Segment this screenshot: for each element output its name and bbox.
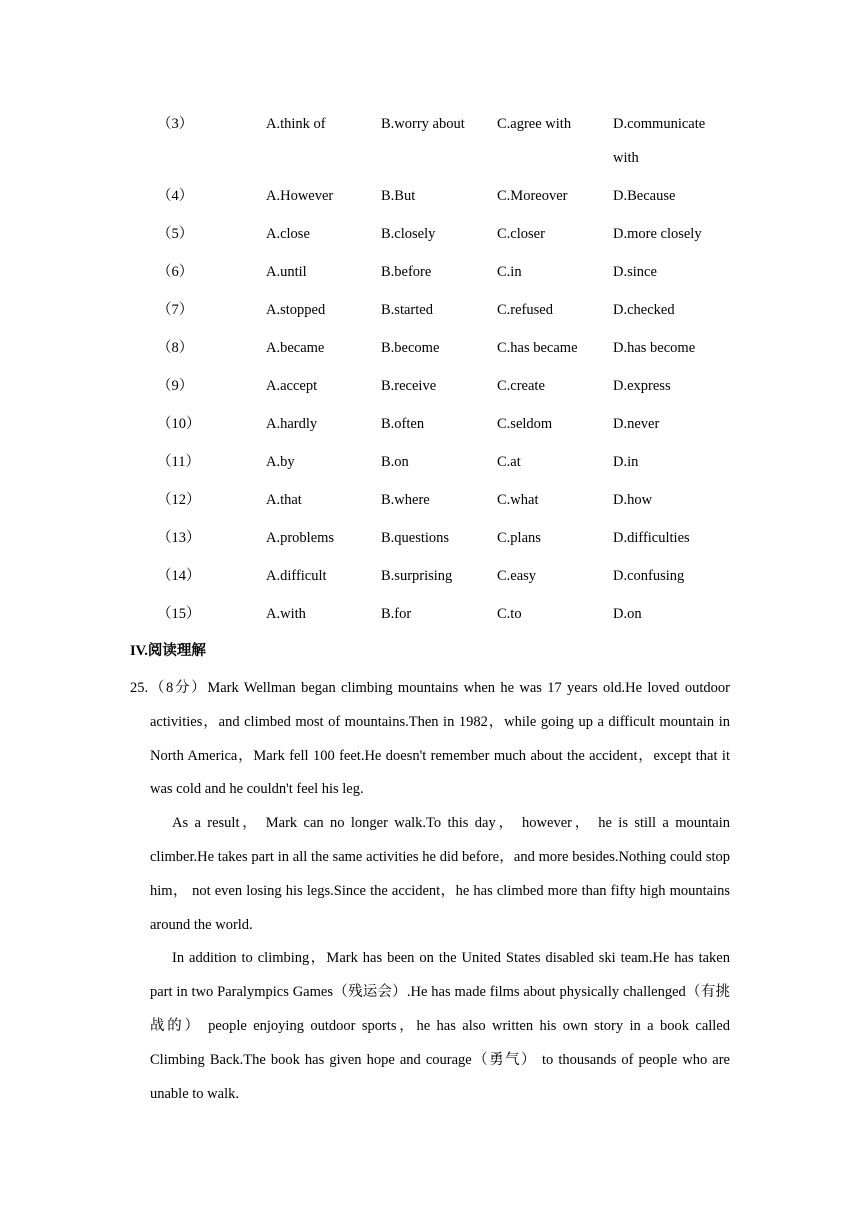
option-row (0, 604, 860, 624)
option-row (0, 414, 860, 434)
option-b: B.often (381, 416, 425, 432)
option-c: C.agree with (497, 116, 572, 132)
option-a: A.by (266, 454, 295, 470)
option-b: B.started (381, 302, 433, 318)
option-d: D.never (613, 416, 660, 432)
question-number: （3） (157, 116, 194, 132)
option-b: B.for (381, 606, 412, 622)
question-number: （11） (157, 454, 200, 470)
option-row (0, 300, 860, 320)
option-a: A.that (266, 492, 302, 508)
option-d: D.difficulties (613, 530, 690, 546)
option-d: D.how (613, 492, 653, 508)
option-b: B.before (381, 264, 432, 280)
option-c: C.plans (497, 530, 541, 546)
option-d: D.more closely (613, 226, 702, 242)
option-d-continued: with (613, 150, 639, 166)
question-number: （8） (157, 340, 194, 356)
option-row (0, 114, 860, 166)
option-row (0, 376, 860, 396)
option-row (0, 566, 860, 586)
option-d: D.on (613, 606, 642, 622)
option-a: A.stopped (266, 302, 326, 318)
option-a: A.difficult (266, 568, 327, 584)
question-number: （5） (157, 226, 194, 242)
question-number: （7） (157, 302, 194, 318)
option-a: A.accept (266, 378, 318, 394)
option-b: B.on (381, 454, 409, 470)
passage-paragraph-1: 25.（8分）Mark Wellman began climbing mountains when he was 17 years old.He loved outdoor activities，and climbed most of mountains.Then in 1982，while going up a difficult mountain in North America，Mark fell 100 feet.He doesn't remember much about the accident，except that it was cold and he couldn't feel his leg. (130, 680, 730, 798)
question-number: （10） (157, 416, 201, 432)
question-number: （14） (157, 568, 201, 584)
option-b: B.questions (381, 530, 450, 546)
option-row (0, 528, 860, 548)
question-number: （13） (157, 530, 201, 546)
option-a: A.problems (266, 530, 335, 546)
option-b: B.receive (381, 378, 437, 394)
option-c: C.seldom (497, 416, 553, 432)
option-a: A.hardly (266, 416, 318, 432)
option-a: A.However (266, 188, 334, 204)
option-a: A.until (266, 264, 307, 280)
option-a: A.with (266, 606, 306, 622)
option-a: A.think of (266, 116, 326, 132)
option-d: D.in (613, 454, 639, 470)
question-number: （6） (157, 264, 194, 280)
option-c: C.easy (497, 568, 537, 584)
option-row (0, 186, 860, 206)
question-number: （4） (157, 188, 194, 204)
option-c: C.what (497, 492, 539, 508)
reading-passage (130, 672, 730, 1111)
option-a: A.close (266, 226, 310, 242)
option-a: A.became (266, 340, 325, 356)
question-number: （12） (157, 492, 201, 508)
question-number: （9） (157, 378, 194, 394)
option-c: C.Moreover (497, 188, 568, 204)
option-d: D.express (613, 378, 671, 394)
option-d: D.checked (613, 302, 675, 318)
option-c: C.create (497, 378, 545, 394)
option-row (0, 338, 860, 358)
option-b: B.become (381, 340, 440, 356)
option-d: D.confusing (613, 568, 685, 584)
option-row (0, 452, 860, 472)
option-c: C.refused (497, 302, 553, 318)
option-row (0, 490, 860, 510)
passage-paragraph-3: In addition to climbing，Mark has been on the United States disabled ski team.He has taken part in two Paralympics Games（残运会）.He has made films about physically challenged（有挑战的） people enjoying outdoor sports，he has also written his own story in a book called Climbing Back.The book has given hope and courage（勇气） to thousands of people who are unable to walk. (150, 950, 730, 1102)
question-number: （15） (157, 606, 201, 622)
option-c: C.closer (497, 226, 545, 242)
option-row (0, 262, 860, 282)
option-b: B.closely (381, 226, 436, 242)
option-c: C.in (497, 264, 522, 280)
option-d: D.Because (613, 188, 676, 204)
option-d: D.since (613, 264, 657, 280)
option-c: C.to (497, 606, 522, 622)
option-row (0, 224, 860, 244)
option-c: C.has became (497, 340, 578, 356)
option-b: B.where (381, 492, 430, 508)
section-title: IV.阅读理解 (130, 643, 206, 659)
option-d: D.has become (613, 340, 696, 356)
option-b: B.surprising (381, 568, 453, 584)
option-d: D.communicate (613, 116, 706, 132)
option-b: B.But (381, 188, 416, 204)
passage-paragraph-2: As a result， Mark can no longer walk.To this day， however， he is still a mountain climber.He takes part in all the same activities he did before，and more besides.Nothing could stop him， not even losing his legs.Since the accident，he has climbed more than fifty high mountains around the world. (150, 815, 730, 933)
option-c: C.at (497, 454, 521, 470)
option-b: B.worry about (381, 116, 465, 132)
